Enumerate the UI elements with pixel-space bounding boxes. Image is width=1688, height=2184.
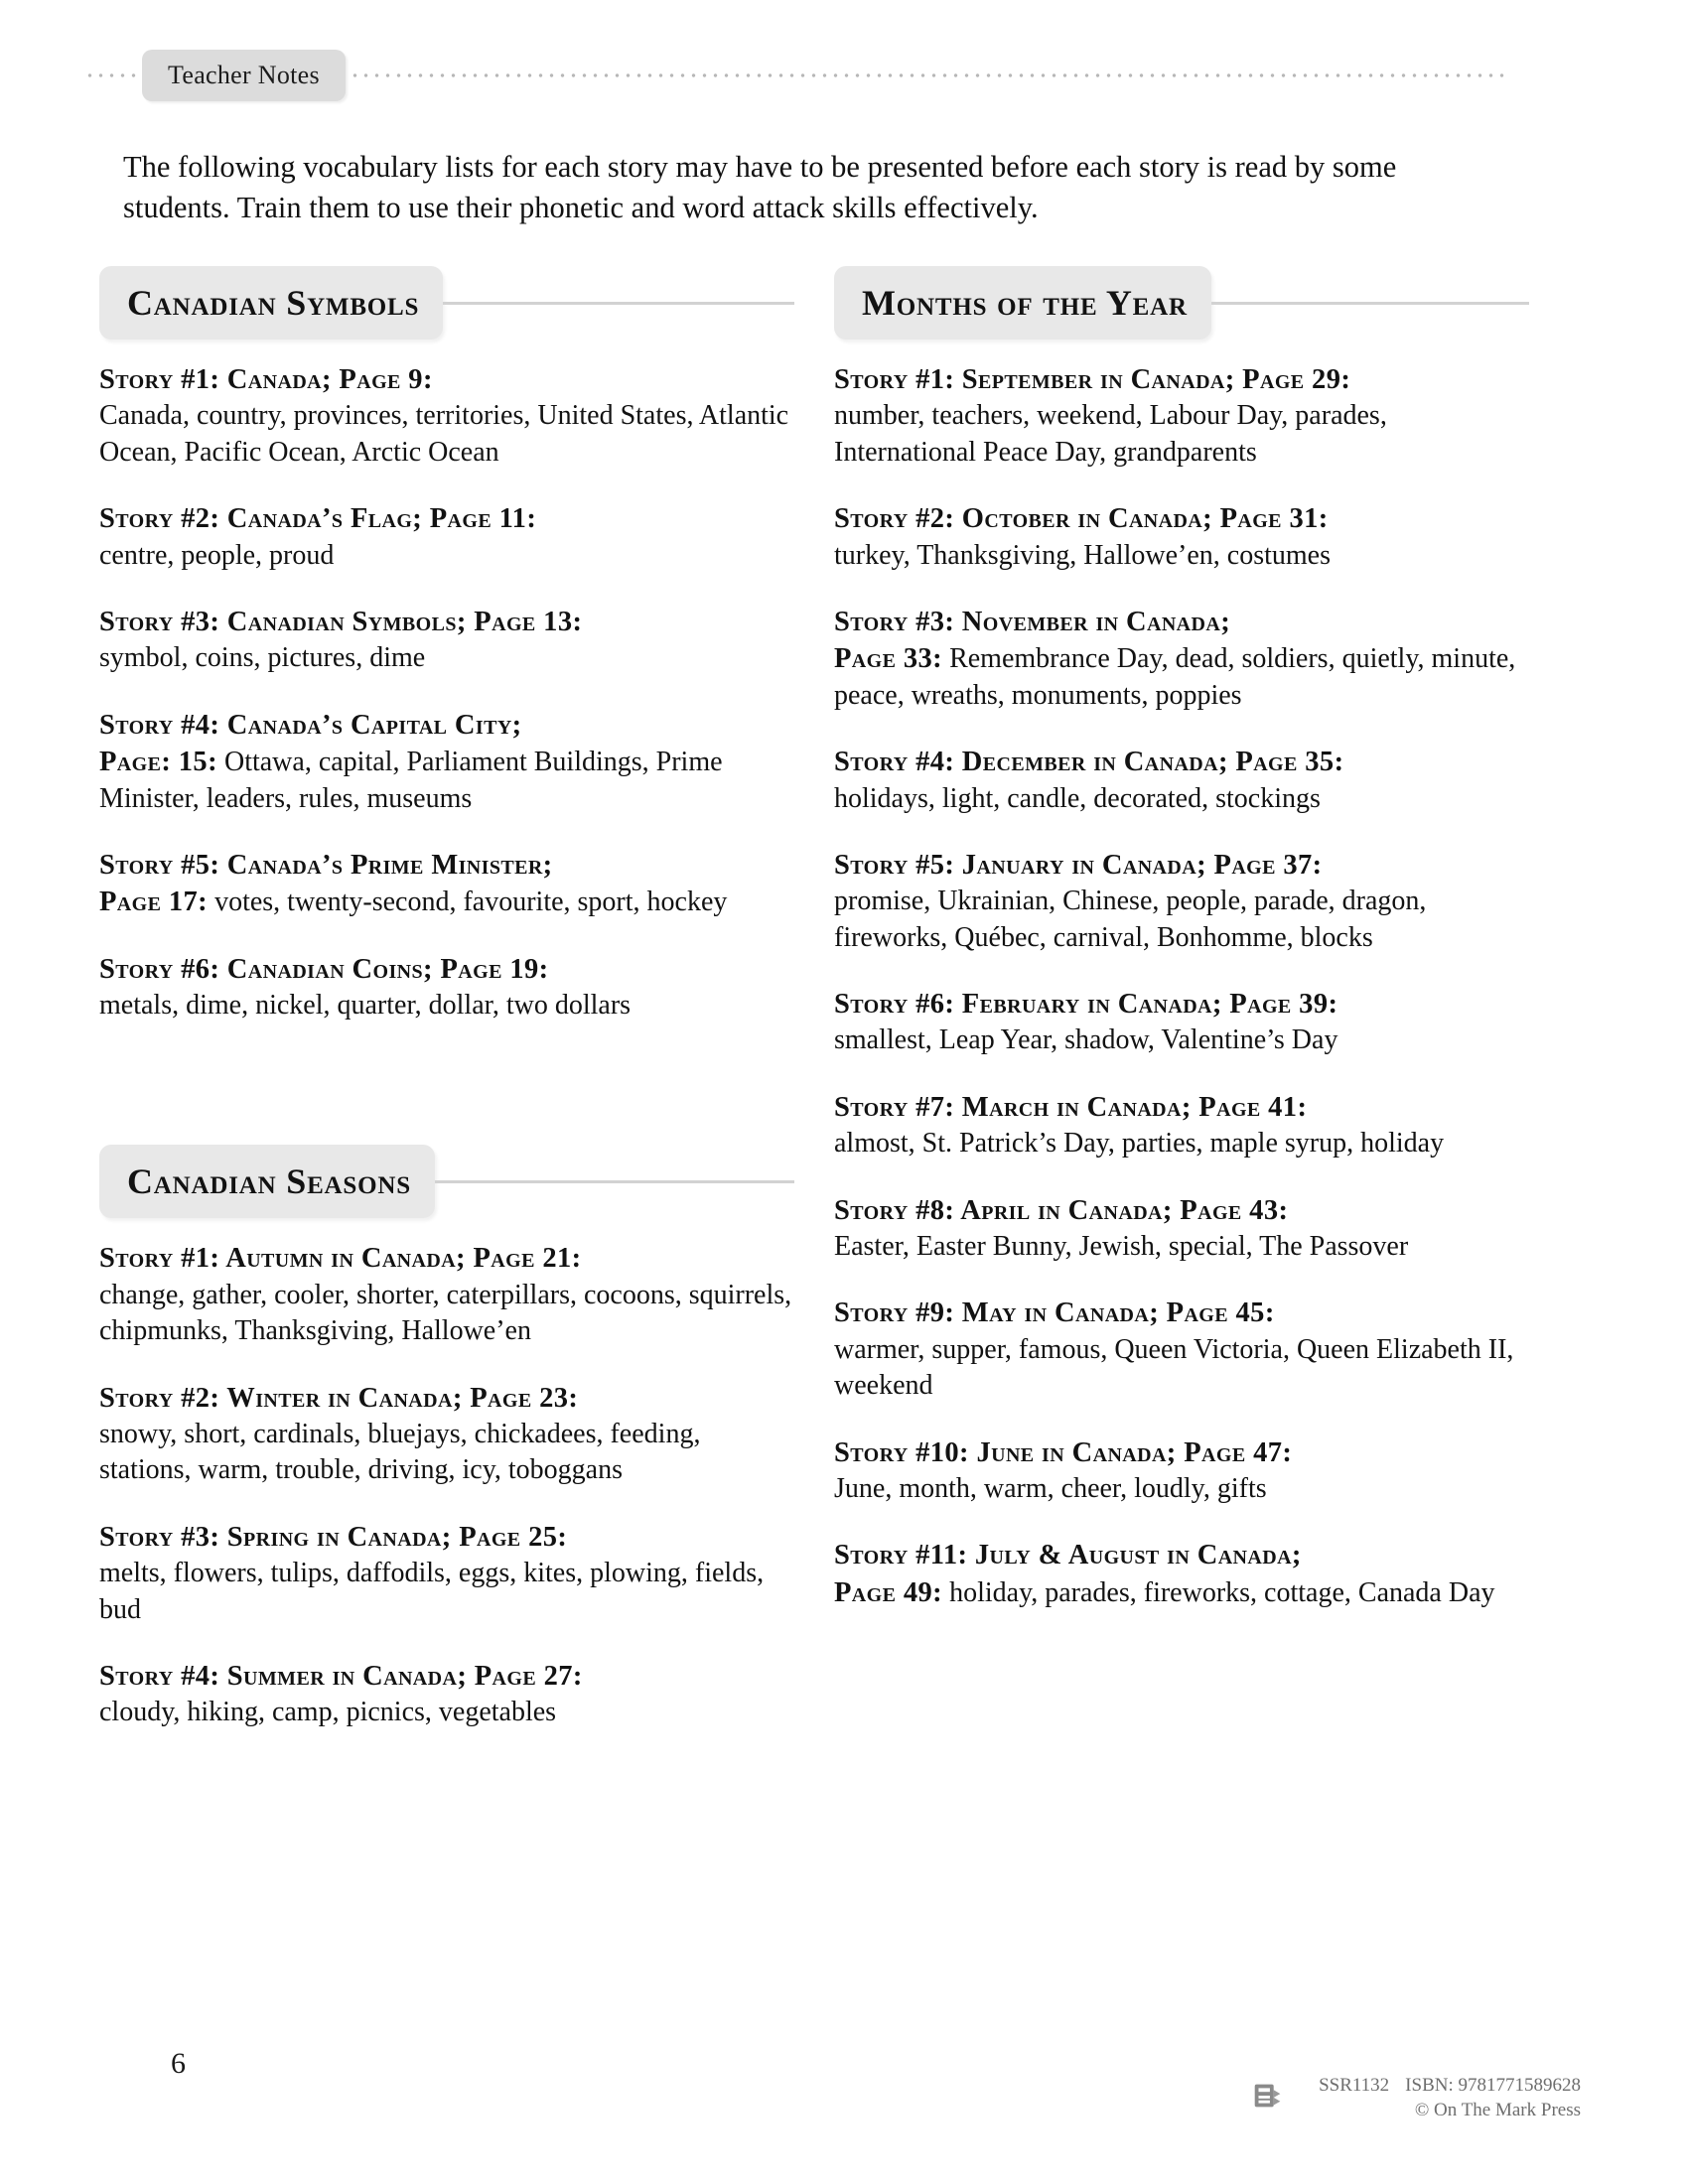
- section-title: Months of the Year: [862, 283, 1188, 323]
- story-title: Story #3: November in Canada;: [834, 606, 1231, 637]
- section-title: Canadian Seasons: [127, 1161, 411, 1202]
- story-entry: [834, 1295, 1529, 1404]
- dotted-rule-right: [350, 72, 1509, 78]
- section-rule: [1211, 302, 1529, 305]
- teacher-notes-label: Teacher Notes: [168, 61, 320, 89]
- story-words: centre, people, proud: [99, 539, 335, 571]
- footer-copyright: © On The Mark Press: [1414, 2100, 1581, 2121]
- section-chip: [99, 1145, 435, 1218]
- story-title: Story #4: Canada’s Capital City;: [99, 709, 522, 741]
- story-words: Ottawa, capital, Parliament Buildings, Prime Minister, leaders, rules, museums: [99, 747, 723, 814]
- story-words: Remembrance Day, dead, soldiers, quietly, minute, peace, wreaths, monuments, poppies: [834, 643, 1516, 711]
- story-title: Story #3: Spring in Canada; Page 25:: [99, 1521, 568, 1553]
- section-heading-canadian-symbols: [99, 266, 794, 340]
- story-title: Story #5: Canada’s Prime Minister;: [99, 849, 553, 881]
- story-entry: [99, 1519, 794, 1628]
- story-words: almost, St. Patrick’s Day, parties, maple syrup, holiday: [834, 1128, 1445, 1160]
- right-column: [834, 266, 1529, 1611]
- story-words: snowy, short, cardinals, bluejays, chickadees, feeding, stations, warm, trouble, driving, icy, toboggans: [99, 1419, 701, 1486]
- teacher-notes-header: [0, 48, 1549, 103]
- story-words: melts, flowers, tulips, daffodils, eggs, kites, plowing, fields, bud: [99, 1558, 765, 1625]
- section-rule: [443, 302, 794, 305]
- story-words: metals, dime, nickel, quarter, dollar, two dollars: [99, 990, 632, 1022]
- left-column: [99, 266, 794, 1731]
- dotted-rule-left: [84, 72, 144, 78]
- section-heading-canadian-seasons: [99, 1145, 794, 1218]
- story-title-continued: Page 49:: [834, 1576, 943, 1608]
- section-heading-months-of-the-year: [834, 266, 1529, 340]
- story-words: promise, Ukrainian, Chinese, people, parade, dragon, fireworks, Québec, carnival, Bonhomme, blocks: [834, 886, 1427, 953]
- story-entry: [834, 1089, 1529, 1162]
- section-chip: [99, 266, 443, 340]
- story-title: Story #10: June in Canada; Page 47:: [834, 1436, 1293, 1468]
- story-words: June, month, warm, cheer, loudly, gifts: [834, 1472, 1267, 1504]
- story-entry: [99, 604, 794, 677]
- story-entry: [99, 500, 794, 574]
- story-words: smallest, Leap Year, shadow, Valentine’s Day: [834, 1024, 1338, 1056]
- teacher-notes-tab: [142, 50, 346, 101]
- story-title: Story #5: January in Canada; Page 37:: [834, 849, 1323, 881]
- book-press-icon: [1249, 2077, 1287, 2115]
- story-title: Story #4: December in Canada; Page 35:: [834, 747, 1344, 778]
- section-chip: [834, 266, 1211, 340]
- story-words: holidays, light, candle, decorated, stockings: [834, 782, 1321, 814]
- story-entry: [99, 1380, 794, 1489]
- story-title: Story #2: October in Canada; Page 31:: [834, 503, 1329, 535]
- story-entry: [99, 707, 794, 817]
- story-title: Story #9: May in Canada; Page 45:: [834, 1297, 1275, 1329]
- story-title: Story #1: Canada; Page 9:: [99, 364, 433, 395]
- section-title: Canadian Symbols: [127, 283, 420, 323]
- story-entry: [99, 1240, 794, 1349]
- story-words: symbol, coins, pictures, dime: [99, 642, 426, 674]
- story-entry: [834, 847, 1529, 956]
- story-title: Story #1: Autumn in Canada; Page 21:: [99, 1243, 582, 1275]
- story-words: Easter, Easter Bunny, Jewish, special, The Passover: [834, 1231, 1409, 1263]
- section-spacer: [99, 1053, 794, 1145]
- story-words: number, teachers, weekend, Labour Day, parades, International Peace Day, grandparents: [834, 400, 1387, 468]
- story-entry: [99, 1658, 794, 1731]
- story-words: votes, twenty-second, favourite, sport, hockey: [214, 887, 728, 918]
- story-entry: [834, 1192, 1529, 1266]
- footer-code-isbn: [1303, 2073, 1581, 2098]
- story-entry: [834, 1434, 1529, 1508]
- story-title: Story #3: Canadian Symbols; Page 13:: [99, 606, 583, 637]
- story-title: Story #1: September in Canada; Page 29:: [834, 364, 1351, 395]
- story-title: Story #7: March in Canada; Page 41:: [834, 1091, 1308, 1123]
- footer-isbn: ISBN: 9781771589628: [1405, 2075, 1581, 2096]
- story-title-continued: Page: 15:: [99, 747, 217, 778]
- story-entry: [834, 744, 1529, 817]
- story-entry: [99, 951, 794, 1024]
- footer-imprint: [1249, 2073, 1581, 2123]
- story-words: holiday, parades, fireworks, cottage, Canada Day: [949, 1576, 1495, 1608]
- story-title: Story #6: February in Canada; Page 39:: [834, 989, 1338, 1021]
- story-entry: [834, 500, 1529, 574]
- story-title-continued: Page 33:: [834, 643, 943, 675]
- story-title-continued: Page 17:: [99, 887, 209, 918]
- story-words: warmer, supper, famous, Queen Victoria, Queen Elizabeth II, weekend: [834, 1333, 1514, 1402]
- story-title: Story #6: Canadian Coins; Page 19:: [99, 953, 549, 985]
- story-entry: [834, 986, 1529, 1059]
- story-title: Story #8: April in Canada; Page 43:: [834, 1194, 1289, 1226]
- story-entry: [834, 604, 1529, 714]
- story-title: Story #2: Winter in Canada; Page 23:: [99, 1382, 579, 1414]
- story-words: change, gather, cooler, shorter, caterpillars, cocoons, squirrels, chipmunks, Thanksgiving, Hallowe’en: [99, 1279, 792, 1347]
- story-words: turkey, Thanksgiving, Hallowe’en, costumes: [834, 539, 1332, 571]
- story-title: Story #4: Summer in Canada; Page 27:: [99, 1660, 583, 1692]
- section-rule: [435, 1180, 794, 1183]
- story-entry: [99, 361, 794, 471]
- footer-code: SSR1132: [1319, 2075, 1390, 2096]
- story-title: Story #11: July & August in Canada;: [834, 1540, 1302, 1571]
- intro-paragraph: The following vocabulary lists for each story may have to be presented before each story is read by some students. Train them to use their phonetic and word attack skills effectively.: [123, 150, 1397, 225]
- story-words: cloudy, hiking, camp, picnics, vegetables: [99, 1697, 557, 1728]
- page-number: 6: [171, 2047, 186, 2080]
- footer-text-block: [1303, 2073, 1581, 2123]
- story-entry: [99, 847, 794, 921]
- story-entry: [834, 1537, 1529, 1611]
- story-title: Story #2: Canada’s Flag; Page 11:: [99, 503, 537, 535]
- story-words: Canada, country, provinces, territories, United States, Atlantic Ocean, Pacific Ocean, Arctic Ocean: [99, 400, 789, 468]
- story-entry: [834, 361, 1529, 471]
